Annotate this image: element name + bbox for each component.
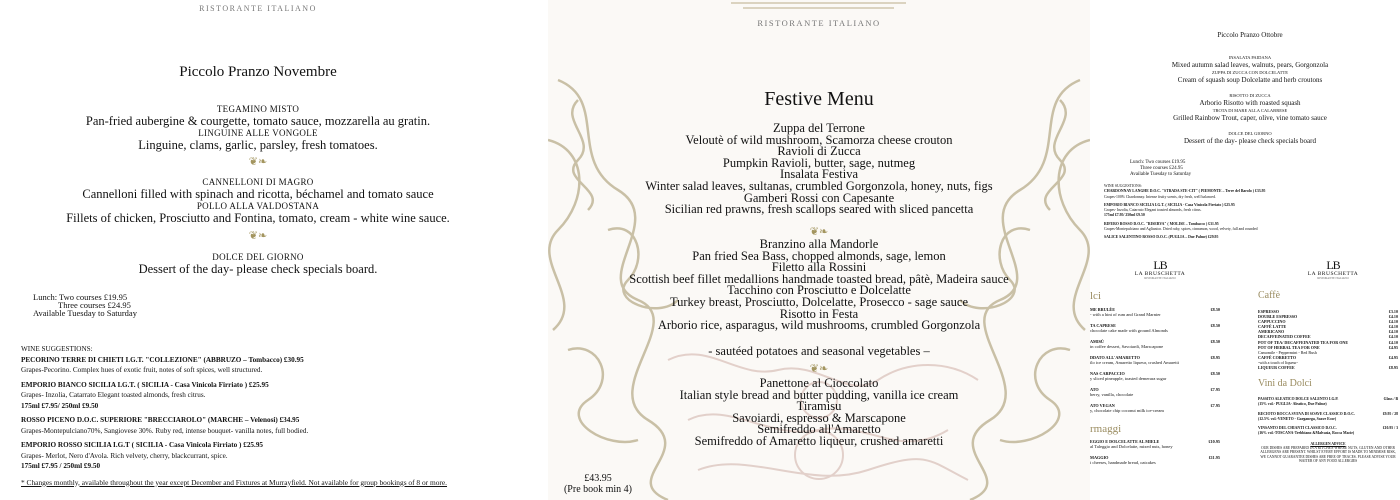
- dish-name: Semifreddo all'Amaretto: [757, 422, 881, 437]
- dessert-item: [1090, 323, 1220, 339]
- coffee-price: £8.95: [1388, 365, 1398, 371]
- dessert-name: TA CAPRESE: [1090, 323, 1116, 328]
- dessert-description: chocolate cake made with ground Almonds: [1090, 328, 1168, 333]
- dish-name: CANNELLONI DI MAGRO: [202, 177, 314, 187]
- coffee-name: -with a touch of liqueur-: [1258, 359, 1298, 365]
- dessert-description: y sliced pineapple, toasted demerara sugar: [1090, 376, 1167, 381]
- dish-name: Zuppa del Terrone: [773, 121, 865, 135]
- november-lunch-menu: [0, 0, 548, 500]
- wine-entry: [21, 440, 541, 451]
- lunch-prices: [33, 293, 173, 317]
- caffe-list: [1258, 309, 1398, 370]
- wine-extra: "COLLEZIONE" (ABBRUZO – Tombacco) £30.95: [145, 355, 304, 364]
- mains-section: [548, 239, 1090, 332]
- wine-sub: (12.5% vol.-VENETO - Garganega, Soave Ecor): [1258, 416, 1337, 421]
- wine-line: 175ml £7.95/ 250ml £9.50: [1104, 213, 1145, 218]
- restaurant-logo: [1300, 259, 1366, 280]
- menu-course-1: [0, 104, 516, 152]
- wine-sub: (16% vol.-TOSCANA-Trebbiano &Malvasia, Rocca Macie): [1258, 431, 1355, 436]
- dolci-section: [1090, 290, 1220, 471]
- dish-description: Pan fried Sea Bass, chopped almonds, sage, lemon: [692, 248, 946, 263]
- wine-notes: Grapes-Pecorino. Complex hues of exotic fruit, notes of soft spices, well structured.: [21, 366, 263, 374]
- dolci-list: [1090, 307, 1220, 419]
- wine-line: Grapes- Inzolia, Catarrato Elegant toasted almonds, fresh citrus.: [1104, 208, 1202, 213]
- wine-name: VINSANTO DEL CHIANTI CLASSICO D.O.C.: [1258, 426, 1337, 431]
- lunch-prices: [1130, 160, 1230, 179]
- menu-title: Piccolo Pranzo Novembre: [179, 64, 337, 80]
- coffee-name: ESPRESSO: [1258, 309, 1279, 314]
- dessert-wine: [1258, 426, 1398, 436]
- october-courses: [1130, 55, 1370, 146]
- dessert-item: [1090, 387, 1220, 403]
- coffee-price: £4.10: [1388, 319, 1398, 325]
- price-line: Available Tuesday to Saturday: [33, 308, 137, 318]
- dish-description: Scottish beef fillet medallions handmade toasted bread, pâtè, Madeira sauce: [629, 271, 1009, 286]
- dish-name: Risotto in Festa: [779, 306, 859, 321]
- ornament-icon: ❦❧: [809, 226, 829, 238]
- wine-suggestions: [1104, 184, 1334, 241]
- dessert-description: berry, vanilla, chocolate: [1090, 392, 1134, 397]
- wine-name: EMPORIO BIANCO SICILIA I.G.T.: [21, 380, 136, 389]
- coffee-item: [1258, 365, 1398, 370]
- cheese-item: [1090, 455, 1220, 471]
- menu-title: Festive Menu: [764, 88, 874, 110]
- dessert-price: £8.50: [1210, 339, 1220, 344]
- wine-notes: Grapes- Merlot, Nero d'Avola. Rich velvety, cherry, blackcurrant, spice.: [21, 451, 228, 460]
- dish-name: TROTA DI MARE ALLA CALABRESE: [1212, 108, 1288, 113]
- coffee-price: £3.10: [1388, 309, 1398, 314]
- dessert-name: NAS CARPACCIO: [1090, 371, 1125, 376]
- dessert-item: [1090, 355, 1220, 371]
- coffee-price: £4.95: [1388, 344, 1398, 350]
- starters-section: [548, 123, 1090, 216]
- wine-extra: ( SICILIA - Casa Vinicola Firriato ) £25.95: [137, 380, 269, 389]
- wine-name: PECORINO TERRE DI CHIETI I.G.T.: [21, 355, 144, 364]
- dessert-price: £8.50: [1210, 307, 1220, 312]
- coffee-price: £4.10: [1388, 324, 1398, 330]
- ornament-icon: ❦❧: [248, 156, 268, 168]
- price-line: Three courses £24.95: [1140, 166, 1183, 172]
- dish-description: Fillets of chicken, Prosciutto and Fontina, tomato, cream - white wine sauce.: [66, 211, 450, 225]
- wine-glass-price: 175ml £7.95 / 250ml £9.50: [21, 462, 101, 470]
- dessert-wine: [1258, 412, 1398, 422]
- dessert-description: in coffee dessert, Savoiardi, Marscapone: [1090, 344, 1164, 349]
- wine-entry: [21, 355, 541, 366]
- caffe-section: [1258, 290, 1398, 463]
- wine-line: RIFERO ROSSO D.O.C. "RISERVA" ( MOLISE – Tombacco ) £31.95: [1104, 221, 1219, 226]
- dish-name: Branzino alla Mandorle: [759, 237, 879, 251]
- wine-name: ROSSO PICENO D.O.C. SUPERIORE: [21, 416, 143, 424]
- dessert-description: - with a hint of rum and Grand Marnier: [1090, 312, 1161, 317]
- dish-description: Grilled Rainbow Trout, caper, olive, vine tomato sauce: [1173, 114, 1327, 122]
- price: £43.95: [584, 473, 612, 484]
- wine-line: Grapes-100% Chardonnay. Intense fruity scents, dry fresh, well balanced.: [1104, 194, 1216, 199]
- menu-course-2: [0, 177, 516, 225]
- coffee-name: CAFFÈ LATTE: [1258, 324, 1287, 330]
- dish-name: Gamberi Rossi con Capesante: [743, 190, 895, 205]
- coffee-name: CAFFÈ CORRETTO: [1258, 354, 1297, 360]
- wine-price: £10.95 / 3: [1382, 426, 1398, 431]
- wine-line: CHARDONNAY LANGHE D.O.C. "STRADA STE-CIT" ( PIEMONTE – Terre del Barolo ) £33.95: [1104, 189, 1266, 194]
- wine-price: £9.95 / 28: [1382, 411, 1398, 416]
- dish-description: Semifreddo of Amaretto liqueur, crushed amaretti: [694, 433, 944, 448]
- coffee-name: DECAFFEINATED COFFEE: [1258, 334, 1311, 340]
- menu-title: Piccolo Pranzo Ottobre: [1217, 31, 1283, 39]
- cheese-name: MAGGIO: [1090, 455, 1109, 460]
- dish-description: Veloutè of wild mushroom, Scamorza cheese crouton: [685, 132, 953, 147]
- dish-name: TEGAMINO MISTO: [216, 104, 300, 114]
- dessert-price: £8.95: [1210, 355, 1220, 360]
- logo-mark: LB: [1153, 258, 1167, 272]
- menu-course-3: [0, 252, 516, 276]
- coffee-name: AMERICANO: [1258, 329, 1285, 335]
- wine-entry: [21, 380, 541, 391]
- dessert-wines: [1258, 397, 1398, 436]
- festive-menu: [548, 0, 1090, 500]
- price-line: Lunch: Two courses £19.95: [1130, 160, 1186, 165]
- dish-description: Dessert of the day- please check specials board.: [138, 262, 378, 276]
- coffee-name: DOUBLE ESPRESSO: [1258, 314, 1298, 320]
- dish-name: DOLCE DEL GIORNO: [1228, 131, 1272, 136]
- coffee-name: Camomile - Peppermint - Red Bush: [1258, 349, 1317, 355]
- wine-line: Grapes-Montepulciano and Aglianico. Dried ruby, spices, cinnamon, wood, velvety, full and rounded: [1104, 227, 1258, 232]
- logo-name: LA BRUSCHETTA: [1134, 271, 1186, 277]
- wine-extra: ( SICILIA - Casa Vinicola Firriato ) £25.95: [131, 441, 264, 449]
- restaurant-logo: [1127, 259, 1193, 280]
- wine-line: SALICE SALENTINO ROSSO D.O.C. (PUGLIA – Due Palme) £29.95: [1104, 235, 1219, 240]
- dessert-price: £8.50: [1210, 323, 1220, 328]
- wine-extra: "BRECCIAROLO" (MARCHE – Velenosi) £34.95: [143, 416, 300, 424]
- coffee-price: £4.10: [1388, 334, 1398, 340]
- price-line: Three courses £24.95: [58, 300, 131, 310]
- cheese-item: [1090, 439, 1220, 455]
- dish-name: DOLCE DEL GIORNO: [212, 252, 304, 262]
- sides-note: - sautéed potatoes and seasonal vegetables –: [708, 344, 930, 358]
- dessert-name: AMISÙ: [1090, 339, 1104, 344]
- section-heading: lci: [1090, 290, 1101, 302]
- dessert-item: [1090, 403, 1220, 419]
- logo-name: LA BRUSCHETTA: [1307, 271, 1359, 277]
- dessert-description: ilo ice cream, Amaretto liqueur, crushed Amaretti: [1090, 360, 1180, 365]
- dish-description: Mixed autumn salad leaves, walnuts, pears, Gorgonzola: [1171, 61, 1329, 69]
- dish-description: Turkey breast, Prosciutto, Dolcelatte, Prosecco - sage sauce: [669, 294, 969, 309]
- dish-name: LINGUINE ALLE VONGOLE: [198, 128, 318, 138]
- footnote: * Changes monthly, available throughout the year except December and Fixtures at Murrayfield. Not available for group bookings of 8 or more.: [21, 477, 448, 487]
- dish-description: Winter salad leaves, sultanas, crumbled Gorgonzola, honey, nuts, figs: [645, 178, 993, 193]
- wine-name: RECIOTO ROCCA SVEVA DI SOAVE CLASSICO D.O.C.: [1258, 411, 1355, 416]
- section-heading: Caffè: [1258, 290, 1281, 301]
- wine-line: EMPORIO BIANCO SICILIA I.G.T. ( SICILIA - Casa Vinicola Firriato ) £25.95: [1104, 202, 1235, 207]
- dish-description: Linguine, clams, garlic, parsley, fresh tomatoes.: [138, 138, 378, 152]
- section-heading: Vini da Dolci: [1258, 378, 1312, 390]
- price-line: Lunch: Two courses £19.95: [33, 292, 128, 302]
- cheese-price: £10.95: [1208, 439, 1220, 444]
- dessert-price: £8.50: [1210, 371, 1220, 376]
- dessert-name: DDATO ALL'AMARETTO: [1090, 355, 1140, 360]
- dish-description: Savoiardi, espresso & Marscapone: [732, 410, 906, 425]
- dish-name: POLLO ALLA VALDOSTANA: [196, 201, 320, 211]
- wine-line: WINE SUGGESTIONS:: [1104, 184, 1142, 188]
- cheese-price: £11.95: [1208, 455, 1220, 460]
- wine-notes: Grapes-Montepulciano70%, Sangiovese 30%. Ruby red, intense bouquet- vanilla notes, full bodied.: [21, 426, 309, 435]
- october-lunch-and-dessert-menu: [1090, 0, 1400, 500]
- coffee-price: £4.10: [1388, 329, 1398, 335]
- dessert-description: y, chocolate chip coconut milk ice-cream: [1090, 408, 1164, 413]
- dessert-name: ATO VEGAN: [1090, 403, 1115, 408]
- dish-description: Sicilian red prawns, fresh scallops seared with sliced pancetta: [664, 202, 974, 217]
- cheese-description: al Taleggio and Dolcelatte, mixed nuts, honey: [1090, 444, 1173, 449]
- dish-name: Insalata Festiva: [779, 167, 859, 182]
- dessert-name: ME BRULÈE: [1090, 307, 1116, 312]
- festive-price: [548, 473, 648, 495]
- dessert-wine: [1258, 397, 1398, 407]
- dish-name: RISOTTO DI ZUCCA: [1229, 93, 1271, 98]
- wine-notes: Grapes- Inzolia, Catarrato Elegant toasted almonds, fresh citrus.: [21, 391, 206, 399]
- dish-name: Filetto alla Rossini: [771, 260, 867, 275]
- coffee-name: CAPPUCCINO: [1258, 319, 1286, 325]
- dish-description: Italian style bread and butter pudding, vanilla ice cream: [679, 387, 959, 402]
- dish-name: Tacchino con Prosciutto e Dolcelatte: [727, 283, 911, 298]
- allergen-heading: ALLERGEN ADVICE: [1310, 441, 1346, 446]
- dish-description: Arborio Risotto with roasted squash: [1199, 99, 1301, 107]
- dish-name: Panettone al Cioccolato: [759, 376, 879, 390]
- brand-name: RISTORANTE ITALIANO: [199, 4, 317, 13]
- price-line: Available Tuesday to Saturday: [1130, 172, 1192, 178]
- dessert-item: [1090, 371, 1220, 387]
- allergen-text: OUR DISHES ARE PREPARED IN A KITCHEN WHERE NUTS, GLUTEN AND OTHER ALLERGENS ARE PRESENT. WHILST EVERY EFFORT IS MADE TO MINIMISE RISK, WE CANNOT GUARANTEE DISHES ARE FREE OF TRACES. PLEASE ADVISE YOUR WAITER OF ANY FOOD ALLERGIES: [1260, 446, 1396, 463]
- cheese-name: EGGIO E DOLCELATTE AL MIELE: [1090, 439, 1160, 444]
- dish-description: Pan-fried aubergine & courgette, tomato sauce, mozzarella au gratin.: [85, 114, 431, 128]
- dish-description: Pumpkin Ravioli, butter, sage, nutmeg: [722, 155, 916, 170]
- coffee-price: £4.10: [1388, 339, 1398, 345]
- wine-name: EMPORIO ROSSO SICILIA I.G.T: [21, 441, 130, 449]
- cheese-description: i cheeses, handmade bread, oatcakes: [1090, 460, 1156, 465]
- allergen-advice: [1258, 442, 1398, 463]
- dessert-price: £7.95: [1210, 387, 1220, 392]
- brand-name: RISTORANTE ITALIANO: [757, 18, 881, 28]
- dessert-name: ATO: [1090, 387, 1099, 392]
- wine-price: Glass / B: [1383, 397, 1398, 402]
- wine-name: PASSITO ALEATICO DOLCE SALENTO I.G.P.: [1258, 397, 1339, 402]
- coffee-name: POT OF HERBAL TEA FOR ONE: [1258, 344, 1320, 350]
- dish-description: Cream of squash soup Dolcelatte and herb croutons: [1177, 76, 1323, 84]
- dish-description: Arborio rice, asparagus, wild mushrooms, crumbled Gorgonzola: [657, 318, 981, 333]
- dish-name: ZUPPA DI ZUCCA CON DOLCELATTE: [1211, 70, 1289, 75]
- logo-sub: RISTORANTE ITALIANO: [1317, 277, 1349, 280]
- coffee-name: LIQUEUR COFFEE: [1258, 365, 1295, 371]
- logo-sub: RISTORANTE ITALIANO: [1144, 277, 1176, 280]
- coffee-price: £4.10: [1388, 314, 1398, 320]
- dessert-item: [1090, 307, 1220, 323]
- dish-name: INSALATA PAIDANA: [1228, 55, 1272, 60]
- ornament-icon: ❦❧: [248, 230, 268, 242]
- wine-sub: (15% vol.- PUGLIA- Aleatico, Due Palme): [1258, 401, 1327, 406]
- wine-heading: WINE SUGGESTIONS:: [21, 345, 93, 353]
- dish-name: Ravioli di Zucca: [777, 144, 861, 159]
- wine-entry: [21, 415, 541, 426]
- wine-glass-price: 175ml £7.95/ 250ml £9.50: [21, 401, 99, 410]
- ornament-icon: ❦❧: [809, 363, 829, 375]
- logo-mark: LB: [1326, 258, 1340, 272]
- dish-description: Dessert of the day- please check specials board: [1184, 137, 1316, 145]
- dish-name: Tiramisu: [796, 399, 842, 414]
- dish-description: Cannelloni filled with spinach and ricotta, béchamel and tomato sauce: [82, 187, 434, 201]
- wine-suggestions: [21, 344, 541, 488]
- desserts-section: [548, 378, 1090, 448]
- section-heading: rmaggi: [1090, 423, 1122, 435]
- coffee-price: £4.95: [1388, 354, 1398, 360]
- coffee-name: POT OF TEA/ DECAFFEINATED TEA FOR ONE: [1258, 339, 1349, 345]
- price-note: (Pre book min 4): [563, 484, 633, 495]
- dessert-price: £7.95: [1210, 403, 1220, 408]
- dessert-item: [1090, 339, 1220, 355]
